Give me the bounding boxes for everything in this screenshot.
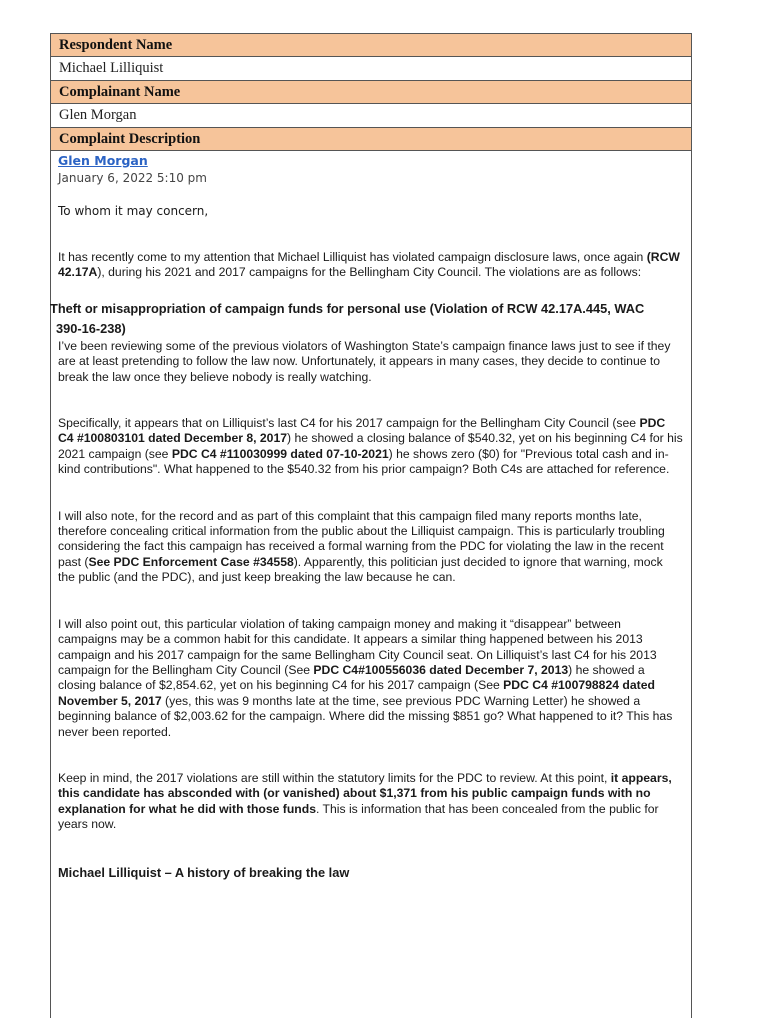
complaint-date: January 6, 2022 5:10 pm [58, 171, 207, 185]
respondent-name-label: Respondent Name [51, 34, 691, 57]
complaint-form-table [50, 33, 692, 1018]
complaint-description-body [51, 151, 691, 881]
paragraph-2013-campaign: I will also point out, this particular violation of taking campaign money and making it “disappear” between campaigns may be a common habit for this candidate. It appears a similar thing happened between his 2013 campaign and his 2017 campaign for the same Bellingham City Council seat. On Lilliquist’s last C4 for his 2013 campaign for the Bellingham City Council (See PDC C4#100556036 dated December 7, 2013) he showed a closing balance of $2,854.62, yet on his beginning C4 for his 2017 campaign (See PDC C4 #100798824 dated November 5, 2017 (yes, this was 9 months late at the time, see previous PDC Warning Letter) he showed a beginning balance of $2,003.62 for the campaign. Where did the missing $851 go? What happened to it? This has never been reported. [58, 616, 673, 739]
section-heading-history: Michael Lilliquist – A history of breaking the law [58, 864, 350, 880]
complainant-name-label: Complainant Name [51, 81, 691, 104]
complainant-name-value: Glen Morgan [51, 104, 691, 128]
complaint-description-label: Complaint Description [51, 128, 691, 151]
paragraph-intro: It has recently come to my attention that Michael Lilliquist has violated campaign disclosure laws, once again (RCW 42.17A), during his 2021 and 2017 campaigns for the Bellingham City Council. The violations are as follows: [58, 250, 680, 280]
paragraph-specifics: Specifically, it appears that on Lilliquist’s last C4 for his 2017 campaign for the Bellingham City Council (see PDC C4 #100803101 dated December 8, 2017) he showed a closing balance of $540.32, yet on his beginning C4 for his 2021 campaign (see PDC C4 #110030999 dated 07-10-2021) he shows zero ($0) for "Previous total cash and in-kind contributions". What happened to the $540.32 from his prior campaign? Both C4s are attached for reference. [58, 416, 683, 477]
greeting: To whom it may concern, [58, 204, 209, 218]
paragraph-late-reports: I will also note, for the record and as part of this complaint that this campaign filed many reports months late, therefore concealing critical information from the public about the Lilliquist campaign. This is particularly troubling considering the fact this campaign has received a formal warning from the PDC for violating the law in the recent past (See PDC Enforcement Case #34558). Apparently, this politician just decided to ignore that warning, mock the public (and the PDC), and just keep breaking the law because he can. [58, 508, 665, 585]
paragraph-review: I’ve been reviewing some of the previous violators of Washington State’s campaign finance laws just to see if they are at least pretending to follow the law now. Unfortunately, it appears in many cases, they decide to continue to break the law once they believe nobody is really watching. [58, 338, 671, 384]
author-link[interactable]: Glen Morgan [58, 153, 148, 168]
paragraph-statutory-limits: Keep in mind, the 2017 violations are still within the statutory limits for the PDC to review. At this point, it appears, this candidate has absconded with (or vanished) about $1,371 from his public campaign funds with no explanation for what he did with those funds. This is information that has been concealed from the public for years now. [58, 770, 672, 832]
section-heading-theft: Theft or misappropriation of campaign funds for personal use (Violation of RCW 42.17A.445, WAC 390-16-238) [50, 300, 645, 336]
respondent-name-value: Michael Lilliquist [51, 57, 691, 81]
